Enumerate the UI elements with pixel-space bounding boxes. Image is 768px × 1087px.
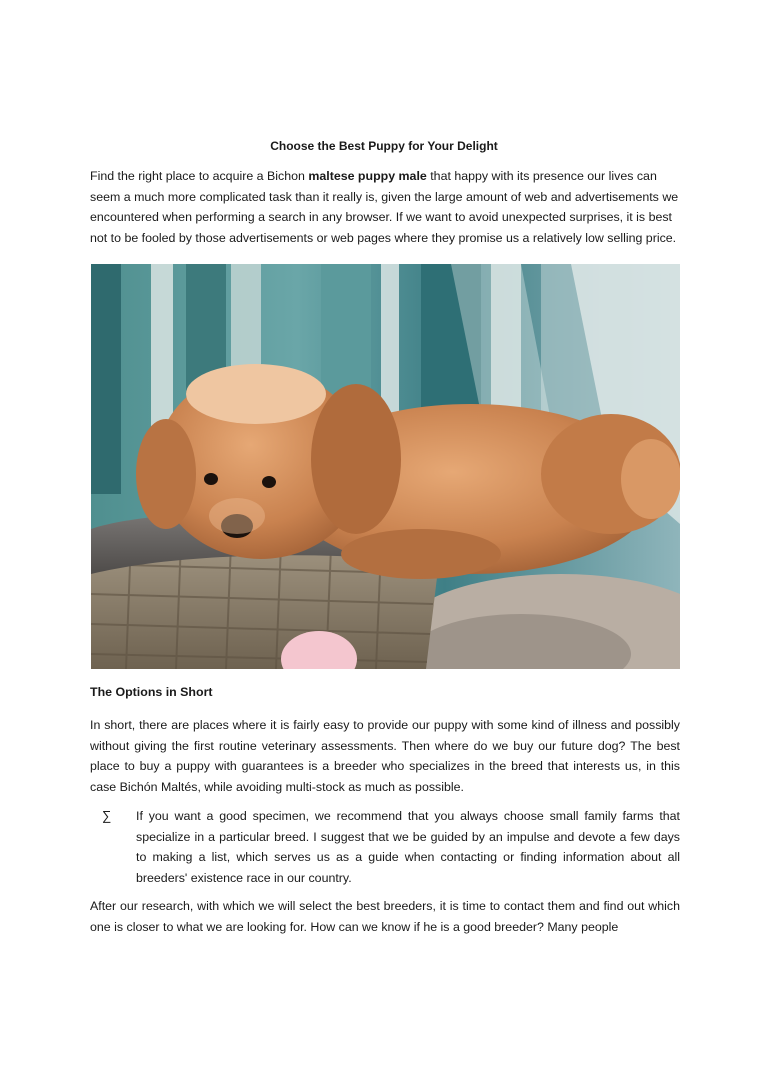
- intro-bold-keyword: maltese puppy male: [308, 169, 427, 183]
- page-title: Choose the Best Puppy for Your Delight: [270, 139, 498, 153]
- sigma-bullet-icon: ∑: [102, 808, 112, 823]
- puppy-photo: [91, 264, 680, 669]
- section-paragraph: In short, there are places where it is fairly easy to provide our puppy with some kind of illness and possibly without giving the first routine veterinary assessments. Then where do we buy our future dog? The best place to buy a puppy with guarantees is a breeder who specializes in the breed that interests us, in this case Bichón Maltés, while avoiding multi-stock as much as possible.: [90, 718, 680, 794]
- intro-text-start: Find the right place to acquire a Bichon: [90, 169, 309, 183]
- section-heading: The Options in Short: [90, 685, 213, 699]
- closing-paragraph: After our research, with which we will select the best breeders, it is time to contact them and find out which one is closer to what we are looking for. How can we know if he is a good breeder? Many people: [90, 899, 680, 934]
- intro-text-end: that happy with its presence our lives can seem a much more complicated task than it really is, given the large amount of web and advertisements we encountered when performing a search in any browser. If we want to avoid unexpected surprises, it is best not to be fooled by those advertisements or web pages where they promise us a relatively low selling price.: [90, 169, 679, 245]
- intro-paragraph: [90, 166, 680, 248]
- bullet-text: If you want a good specimen, we recommend that you always choose small family farms that specialize in a particular breed. I suggest that we be guided by an impulse and devote a few days to making a list, which serves us as a guide when contacting or finding information about all breeders' existence race in our country.: [136, 809, 680, 885]
- puppy-illustration: [91, 264, 680, 669]
